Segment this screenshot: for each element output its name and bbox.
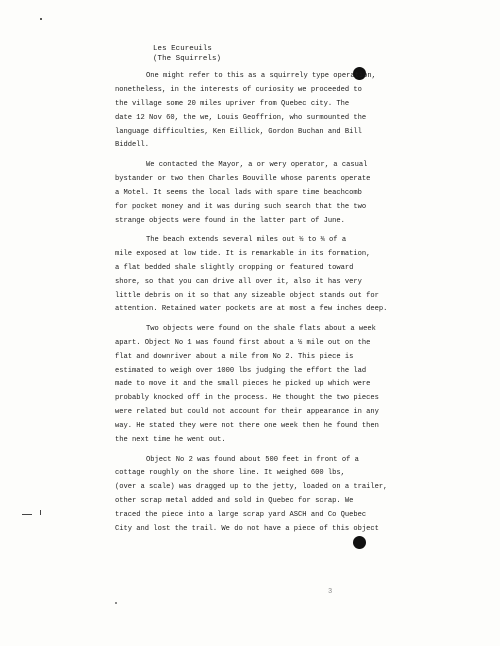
text-line: little debris on it so that any sizeable object stands out for xyxy=(115,291,379,300)
text-line: strange objects were found in the latter part of June. xyxy=(115,216,345,225)
margin-tick-mark xyxy=(40,510,41,515)
text-line: language difficulties, Ken Eillick, Gordon Buchan and Bill xyxy=(115,127,362,136)
document-title xyxy=(153,44,221,64)
text-line: Object No 2 was found about 500 feet in front of a xyxy=(146,455,359,464)
text-line: other scrap metal added and sold in Quebec for scrap. We xyxy=(115,497,354,506)
text-line: for pocket money and it was during such search that the two xyxy=(115,202,367,211)
margin-dash-mark xyxy=(22,514,32,515)
text-line: flat and downriver about a mile from No 2. This piece is xyxy=(115,352,354,361)
subtitle-line: (The Squirrels) xyxy=(153,55,222,63)
text-line: mile exposed at low tide. It is remarkable in its formation, xyxy=(115,249,371,258)
paragraph xyxy=(115,454,470,537)
page-number: 3 xyxy=(328,588,334,596)
text-line: The beach extends several miles out ½ to ¾ of a xyxy=(146,235,347,244)
text-line: (over a scale) was dragged up to the jetty, loaded on a trailer, xyxy=(115,483,388,492)
text-line: shore, so that you can drive all over it, also it has very xyxy=(115,277,362,286)
text-line: apart. Object No 1 was found first about a ½ mile out on the xyxy=(115,338,371,347)
text-line: attention. Retained water pockets are at most a few inches deep. xyxy=(115,305,388,314)
text-line: made to move it and the small pieces he picked up which were xyxy=(115,380,371,389)
text-line: One might refer to this as a squirrely type operation, xyxy=(146,72,376,80)
text-line: a Motel. It seems the local lads with spare time beachcomb xyxy=(115,188,362,197)
text-line: date 12 Nov 60, the we, Louis Geoffrion, who surmounted the xyxy=(115,113,367,122)
text-line: cottage roughly on the shore line. It weighed 600 lbs, xyxy=(115,469,345,478)
paragraph xyxy=(115,70,470,153)
text-line: way. He stated they were not there one week then he found then xyxy=(115,422,379,431)
text-line: probably knocked off in the process. He thought the two pieces xyxy=(115,394,379,403)
text-line: the next time he went out. xyxy=(115,436,226,445)
text-line: were related but could not account for their appearance in any xyxy=(115,408,379,417)
paragraph xyxy=(115,234,470,317)
text-line: traced the piece into a large scrap yard ASCH and Co Quebec xyxy=(115,511,367,520)
title-line: Les Ecureuils xyxy=(153,45,212,53)
paragraph xyxy=(115,323,470,448)
text-line: Biddell. xyxy=(115,141,150,150)
text-line: a flat bedded shale slightly cropping or featured toward xyxy=(115,263,354,272)
scan-speck-bottom xyxy=(115,602,117,604)
document-body xyxy=(115,70,470,542)
text-line: We contacted the Mayor, a or wery operator, a casual xyxy=(146,160,368,169)
scan-speck-mark xyxy=(40,18,42,20)
text-line: the village some 20 miles upriver from Quebec city. The xyxy=(115,99,350,108)
text-line: nonetheless, in the interests of curiosity we proceeded to xyxy=(115,85,362,94)
paragraph xyxy=(115,159,470,228)
text-line: City and lost the trail. We do not have a piece of this object xyxy=(115,524,379,533)
text-line: Two objects were found on the shale flats about a week xyxy=(146,324,376,333)
text-line: estimated to weigh over 1000 lbs judging the effort the lad xyxy=(115,366,367,375)
text-line: bystander or two then Charles Bouville whose parents operate xyxy=(115,174,371,183)
